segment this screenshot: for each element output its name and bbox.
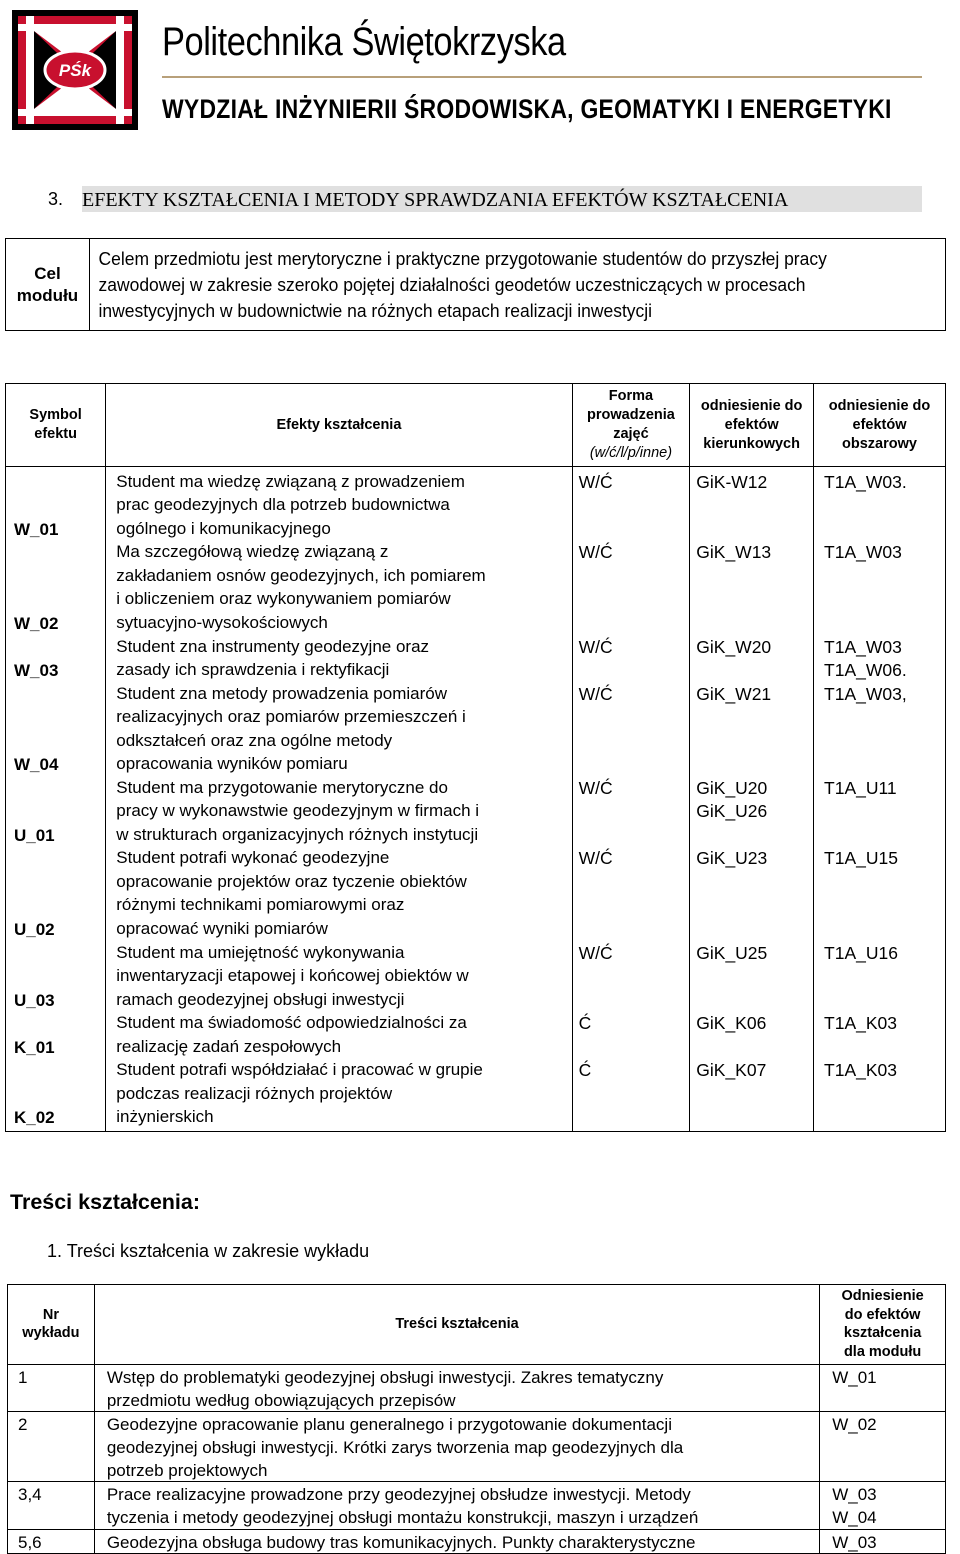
logo-text: PŚk	[58, 61, 92, 80]
lecture-number: 3,4	[18, 1485, 42, 1505]
lecture-number: 2	[18, 1414, 28, 1434]
form-value: Ć	[578, 1013, 592, 1033]
directional-value: GiK_W20	[696, 637, 772, 657]
lecture-number-cell	[8, 1482, 95, 1529]
table-header-row	[8, 1285, 946, 1365]
symbol-k01: K_01	[14, 1038, 55, 1057]
outcome-line: ogólnego i komunikacyjnego	[116, 519, 331, 538]
module-goal-line: inwestycyjnych w budownictwie na różnych etapach realizacji inwestycji	[98, 300, 653, 321]
lecture-content-line: Geodezyjne opracowanie planu generalnego i przygotowanie dokumentacji	[106, 1414, 672, 1434]
outcome-line: Student ma umiejętność wykonywania	[116, 943, 405, 962]
lecture-number-cell	[8, 1529, 95, 1553]
outcome-line: różnymi technikami pomiarowymi oraz	[116, 895, 405, 914]
directional-value: GiK_W13	[696, 542, 772, 562]
section-title: EFEKTY KSZTAŁCENIA I METODY SPRAWDZANIA EFEKTÓW KSZTAŁCENIA	[82, 189, 789, 211]
page-header	[12, 10, 948, 132]
area-value: T1A_W03.	[824, 472, 907, 492]
lecture-number: 1	[18, 1367, 28, 1387]
directional-value: GiK_U25	[696, 943, 768, 963]
outcome-line: podczas realizacji różnych projektów	[116, 1084, 393, 1103]
header-line: odniesienie do	[700, 397, 803, 414]
content-heading: Treści kształcenia:	[10, 1190, 201, 1214]
symbol-u02: U_02	[14, 920, 55, 939]
outcome-line: Student ma przygotowanie merytoryczne do	[116, 778, 448, 797]
lecture-content-cell	[94, 1482, 819, 1529]
symbol-w03: W_03	[14, 661, 59, 680]
table-row	[8, 1529, 946, 1553]
module-goal-label	[6, 239, 90, 331]
area-value: T1A_K03	[824, 1013, 897, 1033]
module-goal-text-cell	[90, 239, 946, 331]
faculty-name: WYDZIAŁ INŻYNIERII ŚRODOWISKA, GEOMATYKI I ENERGETYKI	[162, 94, 892, 124]
module-goal-line: zawodowej w zakresie szeroko pojętej działalności geodetów uczestniczących w procesach	[98, 274, 806, 295]
header-line: odniesienie do	[828, 397, 931, 414]
form-column	[572, 467, 690, 1132]
table-row	[8, 1411, 946, 1482]
outcome-line: opracować wyniki pomiarów	[116, 919, 328, 938]
outcome-line: prac geodezyjnych dla potrzeb budownictwa	[116, 495, 450, 514]
form-value: W/Ć	[578, 778, 613, 798]
area-value: T1A_W03,	[824, 684, 907, 704]
lecture-content-cell	[94, 1364, 819, 1411]
outcome-line: Ma szczegółową wiedzę związaną z	[116, 542, 389, 561]
header-line: zajęć	[613, 426, 649, 442]
lecture-reference-cell	[820, 1364, 946, 1411]
lecture-reference: W_03	[832, 1485, 877, 1505]
header-line: kierunkowych	[703, 435, 800, 452]
outcome-line: Student potrafi współdziałać i pracować w grupie	[116, 1060, 483, 1079]
header-line: do efektów	[844, 1306, 921, 1323]
outcomes-column	[106, 467, 572, 1132]
header-line: Nr	[42, 1306, 59, 1323]
symbol-u01: U_01	[14, 826, 55, 845]
area-value: T1A_W03	[824, 542, 902, 562]
outcome-line: Student zna instrumenty geodezyjne oraz	[116, 637, 430, 656]
directional-value: GiK_U23	[696, 848, 768, 868]
header-line: (w/ć/l/p/inne)	[589, 445, 673, 461]
header-line: Symbol	[29, 407, 82, 423]
header-line: wykładu	[22, 1325, 80, 1342]
symbol-w01: W_01	[14, 520, 59, 539]
lecture-content-line: geodezyjnej obsługi inwestycji. Krótki zarys tworzenia map geodezyjnych dla	[106, 1437, 684, 1457]
form-value: W/Ć	[578, 684, 613, 704]
module-goal-label-line1: Cel	[34, 263, 61, 283]
outcome-line: sytuacyjno-wysokościowych	[116, 613, 328, 632]
area-value: T1A_U15	[824, 848, 898, 868]
column-header-directional	[690, 384, 814, 467]
lecture-reference: W_01	[832, 1367, 877, 1387]
lecture-content-line: Prace realizacyjne prowadzone przy geodezyjnej obsłudze inwestycji. Metody	[106, 1485, 691, 1505]
outcome-line: zasady ich sprawdzenia i rektyfikacji	[116, 660, 390, 679]
table-row	[8, 1364, 946, 1411]
lecture-reference-cell	[820, 1529, 946, 1553]
form-value: W/Ć	[578, 542, 613, 562]
header-line: dla modułu	[843, 1343, 922, 1360]
area-value: T1A_K03	[824, 1060, 897, 1080]
lecture-content-line: potrzeb projektowych	[106, 1460, 268, 1480]
table-row	[8, 1482, 946, 1529]
column-header-outcomes	[106, 384, 572, 467]
directional-value: GiK_U20	[696, 778, 768, 798]
directional-value: GiK_K07	[696, 1060, 767, 1080]
lecture-content-cell	[94, 1529, 819, 1553]
symbol-k02: K_02	[14, 1108, 55, 1127]
content-subheading: 1. Treści kształcenia w zakresie wykładu	[47, 1241, 370, 1261]
form-value: W/Ć	[578, 943, 613, 963]
header-line: obszarowy	[842, 435, 917, 452]
outcome-line: realizacyjnych oraz pomiarów przemieszczeń i	[116, 707, 466, 726]
symbol-w04: W_04	[14, 755, 59, 774]
header-line: efektów	[724, 416, 779, 433]
header-line: efektu	[34, 426, 77, 442]
header-line: efektów	[852, 416, 907, 433]
outcome-line: realizację zadań zespołowych	[116, 1037, 342, 1056]
section-heading	[40, 186, 922, 212]
directional-value: GiK_W21	[696, 684, 772, 704]
directional-value: GiK-W12	[696, 472, 768, 492]
symbol-column	[6, 467, 106, 1132]
area-value: T1A_W03	[824, 637, 902, 657]
module-goal-table	[5, 238, 946, 331]
lecture-reference: W_02	[832, 1414, 877, 1434]
lecture-content-line: Wstęp do problematyki geodezyjnej obsługi inwestycji. Zakres tematyczny	[106, 1367, 664, 1387]
outcome-line: Student potrafi wykonać geodezyjne	[116, 848, 390, 867]
university-logo-icon	[12, 10, 138, 130]
lecture-content-line: przedmiotu według obowiązujących przepisów	[106, 1390, 456, 1410]
symbol-w02: W_02	[14, 614, 59, 633]
outcome-line: inwentaryzacji etapowej i końcowej obiektów w	[116, 966, 469, 985]
form-value: W/Ć	[578, 848, 613, 868]
university-name: Politechnika Świętokrzyska	[162, 20, 566, 64]
outcome-line: opracowanie projektów oraz tyczenie obiektów	[116, 872, 467, 891]
outcome-line: w strukturach organizacyjnych różnych instytucji	[116, 825, 479, 844]
directional-value: GiK_K06	[696, 1013, 767, 1033]
directional-value: GiK_U26	[696, 801, 768, 821]
form-value: W/Ć	[578, 472, 613, 492]
outcome-line: Student zna metody prowadzenia pomiarów	[116, 684, 447, 703]
column-header-reference	[820, 1285, 946, 1365]
area-value: T1A_W06.	[824, 660, 907, 680]
lecture-content-line: tyczenia i metody geodezyjnej obsługi montażu konstrukcji, maszyn i urządzeń	[106, 1508, 699, 1528]
column-header-symbol	[6, 384, 106, 467]
lecture-number: 5,6	[18, 1532, 42, 1552]
column-header-area	[814, 384, 946, 467]
outcome-line: pracy w wykonawstwie geodezyjnym w firmach i	[116, 801, 480, 820]
lecture-reference-cell	[820, 1482, 946, 1529]
area-value: T1A_U16	[824, 943, 898, 963]
lecture-reference-cell	[820, 1411, 946, 1482]
section-number: 3.	[48, 189, 64, 209]
module-goal-line: Celem przedmiotu jest merytoryczne i praktyczne przygotowanie studentów do przyszłej pracy	[98, 248, 827, 269]
header-line: kształcenia	[843, 1325, 922, 1342]
lecture-number-cell	[8, 1411, 95, 1482]
outcome-line: ramach geodezyjnej obsługi inwestycji	[116, 990, 405, 1009]
column-header-lecture-number	[8, 1285, 95, 1365]
header-line: Efekty kształcenia	[276, 416, 402, 433]
area-value: T1A_U11	[824, 778, 897, 798]
column-header-content	[94, 1285, 819, 1365]
lecture-content-line: Geodezyjna obsługa budowy tras komunikacyjnych. Punkty charakterystyczne	[106, 1532, 696, 1552]
lecture-reference: W_04	[832, 1508, 877, 1528]
symbol-u03: U_03	[14, 991, 55, 1010]
module-goal-label-line2: modułu	[16, 285, 79, 305]
form-value: W/Ć	[578, 637, 613, 657]
form-value: Ć	[578, 1060, 592, 1080]
outcomes-body-row	[6, 467, 946, 1132]
lecture-number-cell	[8, 1364, 95, 1411]
outcome-line: Student ma wiedzę związaną z prowadzeniem	[116, 472, 465, 491]
outcome-line: opracowania wyników pomiaru	[116, 754, 348, 773]
outcome-line: i obliczeniem oraz wykonywaniem pomiarów	[116, 589, 451, 608]
table-header-row	[6, 384, 946, 467]
lecture-content-cell	[94, 1411, 819, 1482]
header-line: Forma	[608, 388, 654, 404]
learning-outcomes-table	[5, 383, 946, 1132]
area-column	[814, 467, 946, 1132]
header-divider	[162, 76, 922, 78]
directional-column	[690, 467, 814, 1132]
header-line: prowadzenia	[587, 407, 675, 423]
header-line: Odniesienie	[841, 1288, 924, 1305]
outcome-line: zakładaniem osnów geodezyjnych, ich pomiarem	[116, 566, 486, 585]
lecture-content-table	[7, 1284, 946, 1554]
outcome-line: Student ma świadomość odpowiedzialności za	[116, 1013, 467, 1032]
header-line: Treści kształcenia	[395, 1316, 519, 1333]
outcome-line: odkształceń oraz zna ogólne metody	[116, 731, 393, 750]
outcome-line: inżynierskich	[116, 1107, 214, 1126]
column-header-form	[572, 384, 690, 467]
lecture-reference: W_03	[832, 1532, 877, 1552]
